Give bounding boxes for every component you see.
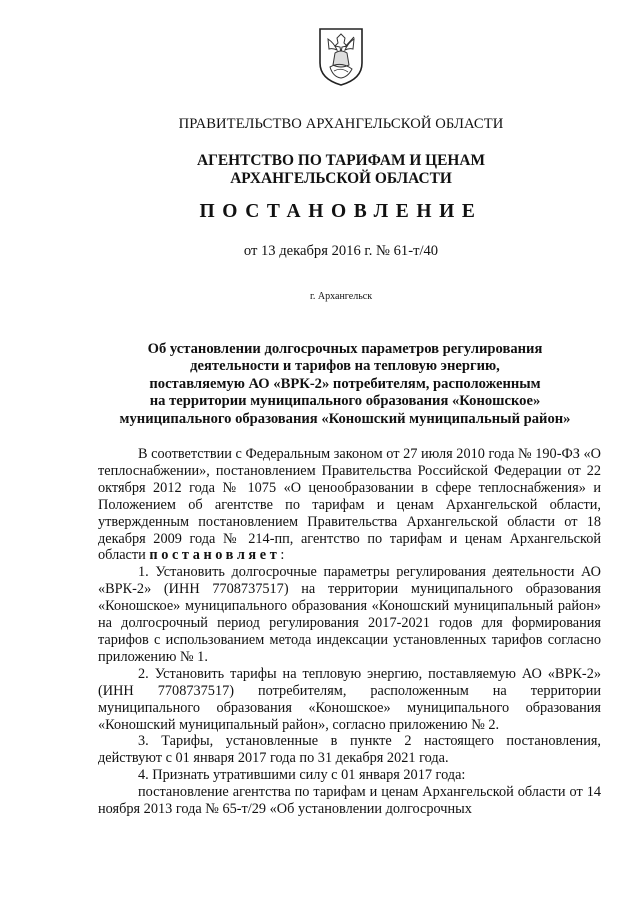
clause-1: 1. Установить долгосрочные параметры регулирования деятельности АО «ВРК-2» (ИНН 7708737517) на территории муниципального образования «Коношское» муниципального образования «Коношский муниципальный район» на долгосрочный период регулирования 2017-2021 годов для формирования тарифов с использованием метода индексации установленных тарифов согласно приложению № 1. [98, 564, 601, 665]
government-name: ПРАВИТЕЛЬСТВО АРХАНГЕЛЬСКОЙ ОБЛАСТИ [178, 116, 504, 132]
agency-name-line: АРХАНГЕЛЬСКОЙ ОБЛАСТИ [230, 170, 452, 187]
subject-line: Об установлении долгосрочных параметров регулирования [147, 341, 543, 357]
subject-line: на территории муниципального образования «Коношское» [149, 393, 541, 410]
document-city: г. Архангельск [309, 291, 373, 302]
subject-line: деятельности и тарифов на тепловую энергию, [190, 358, 500, 375]
document-subject [100, 341, 590, 428]
preamble-text: В соответствии с Федеральным законом от 27 июля 2010 года № 190-ФЗ «О теплоснабжении», постановлением Правительства Российской Федерации от 22 октября 2012 года № 1075 «О ценообразовании в сфере теплоснабжения» и Положением об агентстве по тарифам и ценам Архангельской области, утвержденным постановлением Правительства Архангельской области от 18 декабря 2009 года № 214-пп, агентство по тарифам и ценам Архангельской области [98, 446, 601, 564]
subject-line: муниципального образования «Коношский муниципальный район» [119, 410, 571, 427]
subject-line: поставляемую АО «ВРК-2» потребителям, расположенным [149, 375, 541, 392]
clause-3: 3. Тарифы, установленные в пункте 2 настоящего постановления, действуют с 01 января 2017 года по 31 декабря 2021 года. [98, 733, 601, 767]
document-body [98, 446, 601, 818]
document-type: ПОСТАНОВЛЕНИЕ [199, 201, 483, 222]
resolves-colon: : [280, 547, 285, 564]
clause-4-subitem: постановление агентства по тарифам и ценам Архангельской области от 14 ноября 2013 года № 65-т/29 «Об установлении долгосрочных [98, 784, 601, 818]
document-date-number: от 13 декабря 2016 г. № 61-т/40 [243, 243, 439, 259]
preamble-paragraph [98, 446, 601, 564]
agency-name-line: АГЕНТСТВО ПО ТАРИФАМ И ЦЕНАМ [196, 152, 486, 169]
coat-of-arms-icon [318, 27, 364, 87]
clause-4: 4. Признать утратившими силу с 01 января 2017 года: [138, 767, 466, 784]
agency-name [0, 152, 640, 188]
clause-2: 2. Установить тарифы на тепловую энергию, поставляемую АО «ВРК-2» (ИНН 7708737517) потребителям, расположенным на территории муниципального образования «Коношское» муниципального образования «Коношский муниципальный район», согласно приложению № 2. [98, 665, 601, 733]
resolves-word: постановляет [149, 547, 281, 564]
